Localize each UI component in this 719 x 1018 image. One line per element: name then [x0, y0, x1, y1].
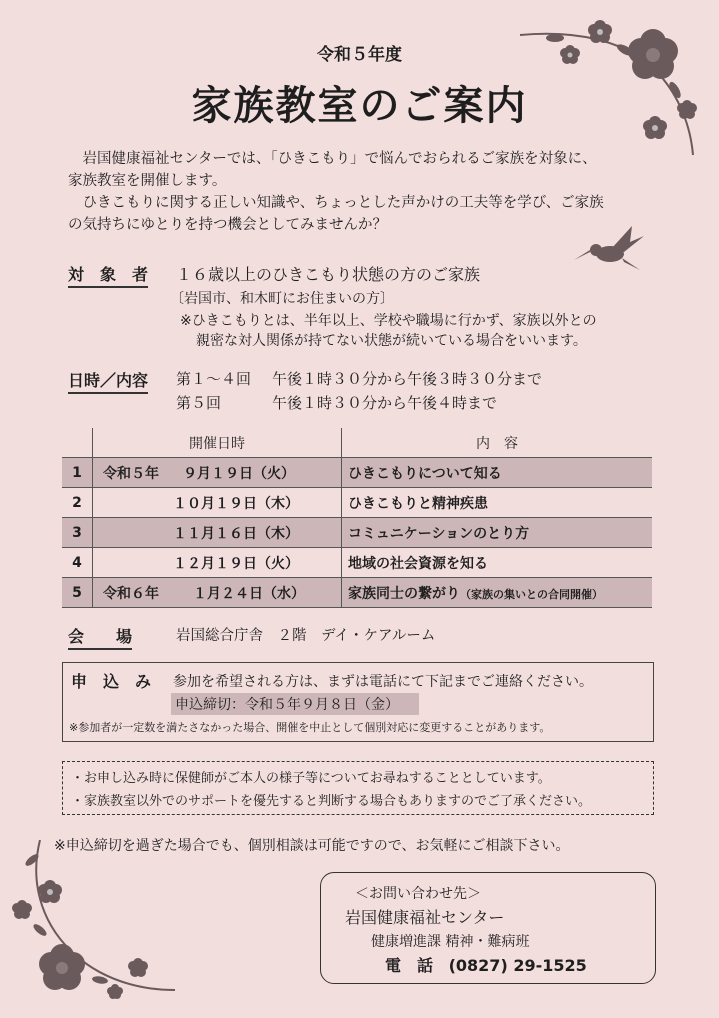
table-header [62, 428, 652, 458]
application-box [62, 662, 654, 742]
table-row [62, 548, 652, 578]
notice-item: ・お申し込み時に保健師がご本人の様子等についてお尋ねすることとしています。 [71, 771, 551, 786]
intro-line: 岩国健康福祉センターでは、「ひきこもり」で悩んでおられるご家族を対象に、 [68, 151, 597, 167]
row-date: １１月１６日（木） [173, 525, 299, 542]
row-number: 3 [62, 518, 93, 548]
schedule-table [62, 428, 652, 608]
venue-label: 会 場 [68, 624, 132, 650]
intro-line: 家族教室を開催します。 [68, 173, 227, 189]
venue-text: 岩国総合庁舎 ２階 デイ・ケアルーム [176, 628, 436, 644]
page-title: 家族教室のご案内 [191, 83, 528, 129]
target-area: 〔岩国市、和木町にお住まいの方〕 [170, 291, 394, 307]
row-content: ひきこもりと精神疾患 [342, 488, 653, 518]
row-date: １月２４日（水） [193, 585, 305, 602]
target-note: 親密な対人関係が持てない状態が続いている場合をいいます。 [196, 333, 587, 349]
table-row [62, 578, 652, 608]
late-note: ※申込締切を過ぎた場合でも、個別相談は可能ですので、お気軽にご相談下さい。 [54, 838, 570, 854]
apply-note: ※参加者が一定数を満たさなかった場合、開催を中止として個別対応に変更することがあります。 [69, 721, 551, 734]
row-number: 2 [62, 488, 93, 518]
row-date: ９月１９日（火） [183, 465, 295, 482]
column-header: 開催日時 [93, 428, 342, 458]
flower-decoration-bottom [10, 840, 180, 1010]
target-label: 対 象 者 [68, 262, 148, 288]
table-row [62, 458, 652, 488]
intro-line: の気持ちにゆとりを持つ機会としてみませんか？ [68, 217, 387, 233]
row-note: （家族の集いとの合同開催） [460, 587, 603, 601]
contact-phone-row [385, 953, 587, 976]
intro-line: ひきこもりに関する正しい知識や、ちょっとした声かけの工夫等を学び、ご家族 [68, 195, 604, 211]
row-era: 令和５年 [103, 465, 159, 482]
row-number: 1 [62, 458, 93, 488]
contact-org: 岩国健康福祉センター [345, 908, 505, 927]
fiscal-year: 令和５年度 [317, 45, 402, 65]
contact-dept: 健康増進課 精神・難病班 [371, 934, 530, 950]
session-range: 第５回 [176, 394, 222, 412]
datetime-label: 日時／内容 [68, 368, 148, 394]
target-note: ※ひきこもりとは、半年以上、学校や職場に行かず、家族以外との [180, 313, 597, 329]
row-content: 家族同士の繋がり [348, 585, 460, 602]
phone-label: 電 話 [385, 956, 434, 975]
row-content: コミュニケーションのとり方 [342, 518, 653, 548]
row-date: １０月１９日（木） [173, 495, 299, 512]
apply-deadline: 申込締切：令和５年９月８日（金） [171, 693, 419, 715]
row-content: ひきこもりについて知る [342, 458, 653, 488]
session-time: 午後１時３０分から午後３時３０分まで [272, 370, 543, 388]
table-row [62, 518, 652, 548]
table-row [62, 488, 652, 518]
phone-number[interactable]: (0827) 29-1525 [448, 956, 587, 975]
column-header: 内 容 [342, 428, 653, 458]
row-number: 4 [62, 548, 93, 578]
contact-box [320, 872, 656, 984]
apply-label: 申 込 み [71, 672, 152, 691]
apply-text: 参加を希望される方は、まずは電話にて下記までご連絡ください。 [173, 674, 593, 690]
target-main: １６歳以上のひきこもり状態の方のご家族 [176, 265, 481, 284]
row-content: 地域の社会資源を知る [342, 548, 653, 578]
row-date: １２月１９日（火） [173, 555, 299, 572]
session-range: 第１～４回 [176, 370, 252, 388]
row-era: 令和６年 [103, 585, 159, 602]
notice-box [62, 761, 654, 815]
intro-text [68, 148, 668, 236]
contact-heading: ＜お問い合わせ先＞ [355, 886, 481, 902]
notice-item: ・家族教室以外でのサポートを優先すると判断する場合もありますのでご了承ください。 [71, 794, 592, 809]
row-number: 5 [62, 578, 93, 608]
session-time: 午後１時３０分から午後４時まで [272, 394, 498, 412]
